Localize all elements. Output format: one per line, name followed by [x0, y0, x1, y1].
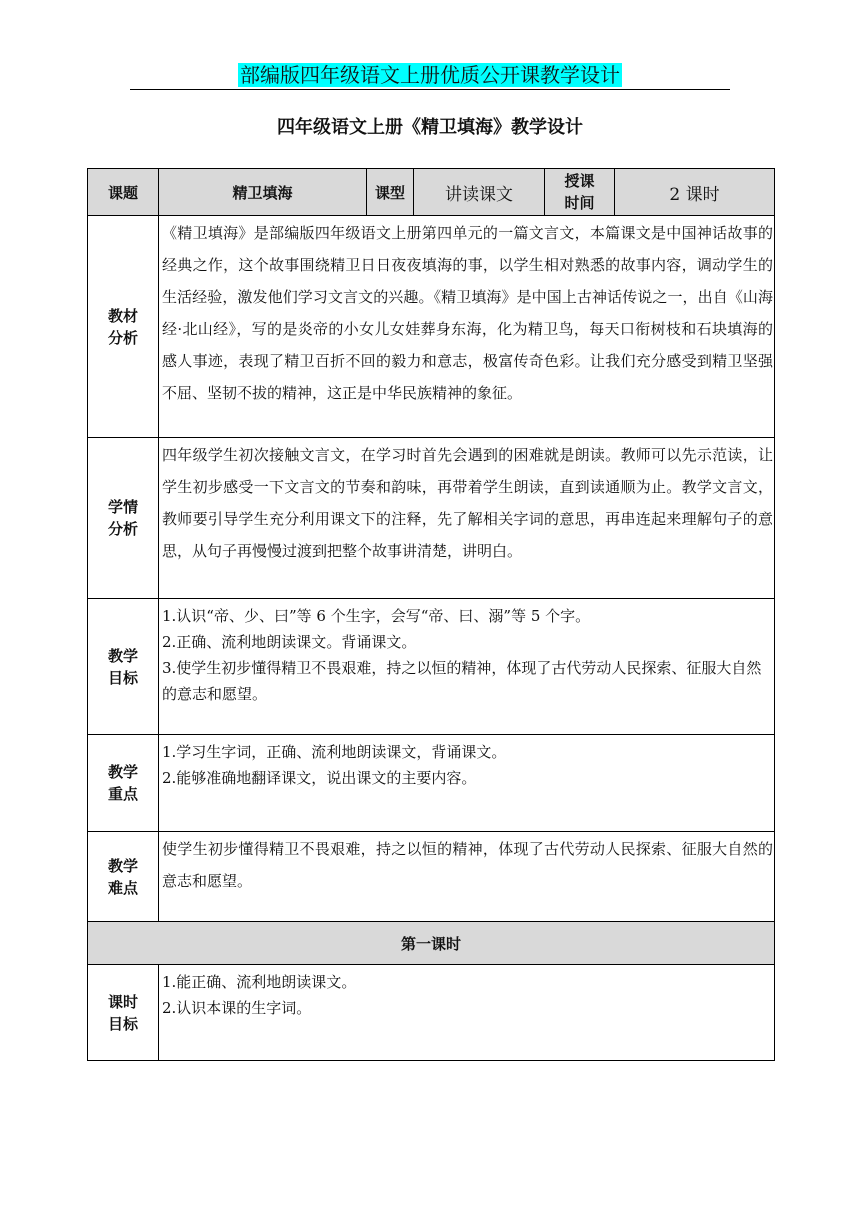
list-item: 2.能够准确地翻译课文，说出课文的主要内容。 [162, 769, 477, 787]
lesson-goals-list [159, 965, 775, 1061]
lesson-goals-label [88, 965, 159, 1061]
hours-value: 2 课时 [615, 169, 775, 216]
difficulties-text: 使学生初步懂得精卫不畏艰难，持之以恒的精神，体现了古代劳动人民探索、征服大自然的意志和愿望。 [159, 832, 775, 922]
list-item: 2.认识本课的生字词。 [162, 999, 312, 1017]
document-title: 四年级语文上册《精卫填海》教学设计 [277, 117, 583, 138]
lesson-goals-label-line-2: 目标 [107, 1014, 138, 1033]
material-analysis-text: 《精卫填海》是部编版四年级语文上册第四单元的一篇文言文，本篇课文是中国神话故事的经典之作，这个故事围绕精卫日日夜夜填海的事，以学生相对熟悉的故事内容，调动学生的生活经验，激发他们学习文言文的兴趣。《精卫填海》是中国上古神话传说之一，出自《山海经·北山经》，写的是炎帝的小女儿女娃葬身东海，化为精卫鸟，每天口衔树枝和石块填海的感人事迹，表现了精卫百折不回的毅力和意志，极富传奇色彩。让我们充分感受到精卫坚强不屈、坚韧不拔的精神，这正是中华民族精神的象征。 [159, 216, 775, 438]
key-points-label [88, 735, 159, 832]
lesson-goals-label-line-1: 课时 [107, 992, 138, 1011]
material-label-line-2: 分析 [107, 328, 138, 347]
students-label-line-1: 学情 [107, 498, 138, 516]
type-label: 课型 [367, 169, 414, 216]
teaching-goals-row [88, 599, 775, 735]
header-banner [0, 62, 860, 88]
header-rule [130, 89, 730, 90]
student-analysis-row [88, 438, 775, 599]
teaching-goals-list [159, 599, 775, 735]
teaching-goals-label [88, 599, 159, 735]
goals-label-line-2: 目标 [107, 668, 138, 687]
goals-label-line-1: 教学 [107, 646, 138, 665]
key-points-list [159, 735, 775, 832]
student-analysis-text: 四年级学生初次接触文言文，在学习时首先会遇到的困难就是朗读。教师可以先示范读，让学生初步感受一下文言文的节奏和韵味，再带着学生朗读，直到读通顺为止。教学文言文，教师要引导学生充分利用课文下的注释，先了解相关字词的意思，再串连起来理解句子的意思，从句子再慢慢过渡到把整个故事讲清楚，讲明白。 [159, 438, 775, 599]
lesson-value: 精卫填海 [159, 169, 367, 216]
hours-label [545, 169, 615, 216]
difficulties-label [88, 832, 159, 922]
student-analysis-label [88, 438, 159, 599]
material-analysis-label [88, 216, 159, 438]
lesson-plan-table [87, 168, 775, 1061]
hours-label-line-2: 时间 [564, 194, 595, 212]
difficulties-label-line-2: 难点 [107, 878, 138, 897]
lesson-goals-row [88, 965, 775, 1061]
header-row [88, 169, 775, 216]
hours-label-line-1: 授课 [564, 172, 595, 190]
key-label-line-1: 教学 [107, 763, 138, 781]
lesson-label: 课题 [88, 169, 159, 216]
material-analysis-row [88, 216, 775, 438]
key-points-row [88, 735, 775, 832]
list-item: 2.正确、流利地朗读课文。背诵课文。 [162, 633, 417, 651]
list-item: 1.认识“帝、少、曰”等 6 个生字，会写“帝、曰、溺”等 5 个字。 [162, 607, 591, 625]
first-lesson-row [88, 922, 775, 965]
list-item: 1.能正确、流利地朗读课文。 [162, 973, 357, 991]
material-label-line-1: 教材 [107, 306, 138, 325]
header-banner-text: 部编版四年级语文上册优质公开课教学设计 [240, 63, 620, 87]
difficulties-row [88, 832, 775, 922]
key-label-line-2: 重点 [107, 785, 138, 803]
list-item: 3.使学生初步懂得精卫不畏艰难，持之以恒的精神，体现了古代劳动人民探索、征服大自然的意志和愿望。 [162, 659, 762, 703]
first-lesson-heading: 第一课时 [88, 922, 775, 965]
difficulties-label-line-1: 教学 [107, 856, 138, 875]
type-value: 讲读课文 [414, 169, 545, 216]
list-item: 1.学习生字词，正确、流利地朗读课文，背诵课文。 [162, 743, 507, 761]
students-label-line-2: 分析 [107, 520, 138, 538]
